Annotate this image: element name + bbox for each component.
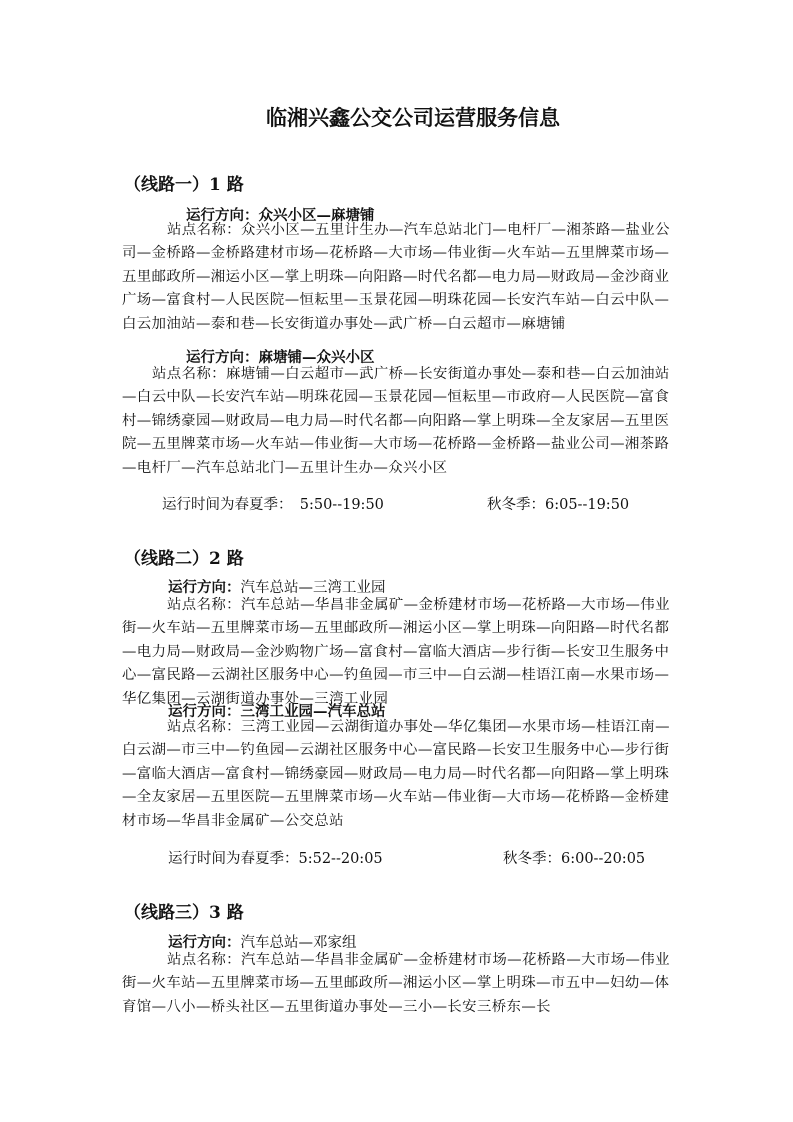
route-1-stops-1: 站点名称：众兴小区—五里计生办—汽车总站北门—电杆厂—湘茶路—盐业公司—金桥路—金桥路建材市场—花桥路—大市场—伟业街—火车站—五里牌菜市场—五里邮政所—湘运小区—掌上明珠—向阳路—时代名都—电力局—财政局—金沙商业广场—富食村—人民医院—恒耘里—玉景花园—明珠花园—长安汽车站—白云中队—白云加油站—泰和巷—长安街道办事处—武广桥—白云超市—麻塘铺 — [122, 222, 670, 332]
route-1-direction-1-label: 运行方向：众兴小区—麻塘铺 — [186, 207, 375, 224]
route-2-heading: （线路二）2 路 — [124, 549, 244, 569]
route-3-direction-1-label-bold: 运行方向： — [168, 934, 241, 951]
route-1-direction-2-label: 运行方向：麻塘铺—众兴小区 — [186, 349, 375, 366]
route-2-time-summer: 运行时间为春夏季：5:52--20:05 — [168, 851, 383, 867]
route-2-direction-2-label: 运行方向：三湾工业园—汽车总站 — [168, 703, 386, 720]
route-1-time-summer: 运行时间为春夏季： 5:50--19:50 — [162, 497, 384, 513]
route-3-heading: （线路三）3 路 — [124, 903, 244, 923]
route-1-heading: （线路一）1 路 — [124, 175, 244, 195]
route-2-direction-1-label-bold: 运行方向： — [168, 579, 241, 596]
route-3-direction-1-label-rest: 汽车总站—邓家组 — [240, 935, 357, 951]
route-3-stops-1: 站点名称：汽车总站—华昌非金属矿—金桥建材市场—花桥路—大市场—伟业街—火车站—五里牌菜市场—五里邮政所—湘运小区—掌上明珠—市五中—妇幼—体育馆—八小—桥头社区—五里街道办事处—三小—长安三桥东—长 — [122, 952, 670, 1015]
page-title: 临湘兴鑫公交公司运营服务信息 — [266, 106, 560, 130]
route-2-stops-1: 站点名称：汽车总站—华昌非金属矿—金桥建材市场—花桥路—大市场—伟业街—火车站—五里牌菜市场—五里邮政所—湘运小区—掌上明珠—向阳路—时代名都—电力局—财政局—金沙购物广场—富食村—富临大酒店—步行街—长安卫生服务中心—富民路—云湖社区服务中心—钓鱼园—市三中—白云湖—桂语江南—水果市场—华亿集团—云湖街道办事处—三湾工业园 — [122, 597, 670, 707]
route-2-stops-2: 站点名称：三湾工业园—云湖街道办事处—华亿集团—水果市场—桂语江南—白云湖—市三中—钓鱼园—云湖社区服务中心—富民路—长安卫生服务中心—步行街—富临大酒店—富食村—锦绣豪园—财政局—电力局—时代名都—向阳路—掌上明珠—全友家居—五里医院—五里牌菜市场—火车站—伟业街—大市场—花桥路—金桥建材市场—华昌非金属矿—公交总站 — [122, 719, 670, 829]
route-2-direction-1-label-rest: 汽车总站—三湾工业园 — [240, 580, 386, 596]
route-1-time-winter: 秋冬季：6:05--19:50 — [487, 497, 630, 513]
route-2-time-winter: 秋冬季：6:00--20:05 — [503, 851, 646, 867]
route-1-stops-2: 站点名称：麻塘铺—白云超市—武广桥—长安街道办事处—泰和巷—白云加油站—白云中队—长安汽车站—明珠花园—玉景花园—恒耘里—市政府—人民医院—富食村—锦绣豪园—财政局—电力局—时代名都—向阳路—掌上明珠—全友家居—五里医院—五里牌菜市场—火车站—伟业街—大市场—花桥路—金桥路—盐业公司—湘茶路—电杆厂—汽车总站北门—五里计生办—众兴小区 — [122, 366, 670, 476]
